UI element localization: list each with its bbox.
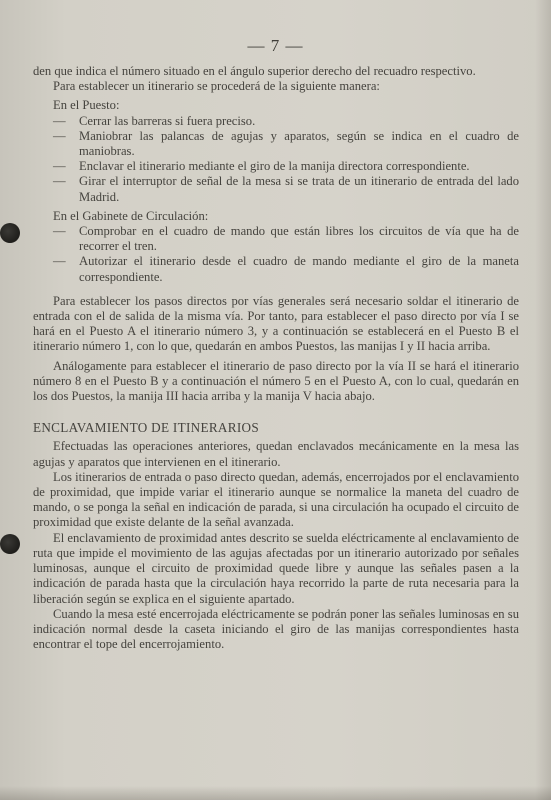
paragraph-analogamente: Análogamente para establecer el itinerario de paso directo por la vía II se hará el itinerario número 8 en el Puesto B y a continuación el número 5 en el Puesto A, con lo cual, quedarán en los dos Puestos, la manija III hacia arriba y la manija V hacia abajo. xyxy=(33,358,519,404)
list-item: — Comprobar en el cuadro de mando que están libres los circuitos de vía que ha de recorrer el tren. xyxy=(53,224,519,254)
list-item: — Maniobrar las palancas de agujas y aparatos, según se indica en el cuadro de maniobras. xyxy=(53,128,519,159)
paragraph-enclavamiento-proximidad: El enclavamiento de proximidad antes descrito se suelda eléctricamente al enclavamiento de ruta que impide el movimiento de las agujas afectadas por un itinerario autorizado por señales luminosas, aunque el circuito de proximidad quede libre y aunque las señales pasen a la indicación de parada hasta que la circulación haya recorrido la parte de ruta necesaria para la liberación según se explica en el siguiente apartado. xyxy=(33,530,519,606)
page-edge-shadow-bottom xyxy=(0,786,551,800)
binder-hole-bottom xyxy=(0,534,20,554)
paragraph-itinerarios-entrada: Los itinerarios de entrada o paso directo quedan, además, encerrojados por el enclavamiento de proximidad, que impide variar el itinerario aunque se normalice la maneta del cuadro de mando, o se ponga la señal en indicación de parada, si una circulación ha ocupado el circuito de proximidad que existe delante de la señal avanzada. xyxy=(33,469,519,530)
page-body xyxy=(33,64,519,652)
gabinete-label: En el Gabinete de Circulación: xyxy=(53,208,209,223)
list-item-text: Girar el interruptor de señal de la mesa si se trata de un itinerario de entrada del lado Madrid. xyxy=(79,174,519,204)
procedure-intro: Para establecer un itinerario se procederá de la siguiente manera: xyxy=(53,79,380,94)
list-item-text: Cerrar las barreras si fuera preciso. xyxy=(79,113,256,128)
intro-continuation: den que indica el número situado en el ángulo superior derecho del recuadro respectivo. xyxy=(33,64,476,78)
section-heading: ENCLAVAMIENTO DE ITINERARIOS xyxy=(33,420,259,436)
paragraph-efectuadas: Efectuadas las operaciones anteriores, quedan enclavados mecánicamente en la mesa las agujas y aparatos que intervienen en el itinerario. xyxy=(33,439,519,469)
paragraph-pasos-directos: Para establecer los pasos directos por vías generales será necesario soldar el itinerario de entrada con el de salida de la misma vía. Por tanto, para establecer el paso directo por vía I se hará en el Puesto A el itinerario número 3, y a continuación se establecerá en el Puesto B el itinerario número 1, con lo que, quedarán en ambos Puestos, las manijas I y II hacia arriba. xyxy=(33,293,519,354)
list-item: — Enclavar el itinerario mediante el giro de la manija directora correspondiente. xyxy=(53,159,470,174)
paragraph-mesa-encerrojada: Cuando la mesa esté encerrojada eléctricamente se podrán poner las señales luminosas en su indicación normal desde la caseta iniciando el giro de las manijas correspondientes hasta encontrar el tope del encerrojamiento. xyxy=(33,606,519,652)
page-number: — 7 — xyxy=(247,36,304,55)
list-item: — Girar el interruptor de señal de la mesa si se trata de un itinerario de entrada del lado Madrid. xyxy=(53,174,519,204)
list-item: — Cerrar las barreras si fuera preciso. xyxy=(53,113,256,128)
binder-hole-top xyxy=(0,223,20,243)
list-item: — Autorizar el itinerario desde el cuadro de mando mediante el giro de la maneta correspondiente. xyxy=(53,254,519,284)
list-item-text: Autorizar el itinerario desde el cuadro de mando mediante el giro de la maneta correspondiente. xyxy=(79,254,519,284)
list-item-text: Maniobrar las palancas de agujas y aparatos, según se indica en el cuadro de maniobras. xyxy=(79,128,519,159)
gabinete-list xyxy=(33,224,519,285)
page-edge-shadow-right xyxy=(535,0,551,800)
list-item-text: Enclavar el itinerario mediante el giro de la manija directora correspondiente. xyxy=(79,159,470,174)
puesto-list xyxy=(33,114,519,205)
list-item-text: Comprobar en el cuadro de mando que están libres los circuitos de vía que ha de recorrer el tren. xyxy=(79,224,519,254)
puesto-label: En el Puesto: xyxy=(53,98,120,113)
